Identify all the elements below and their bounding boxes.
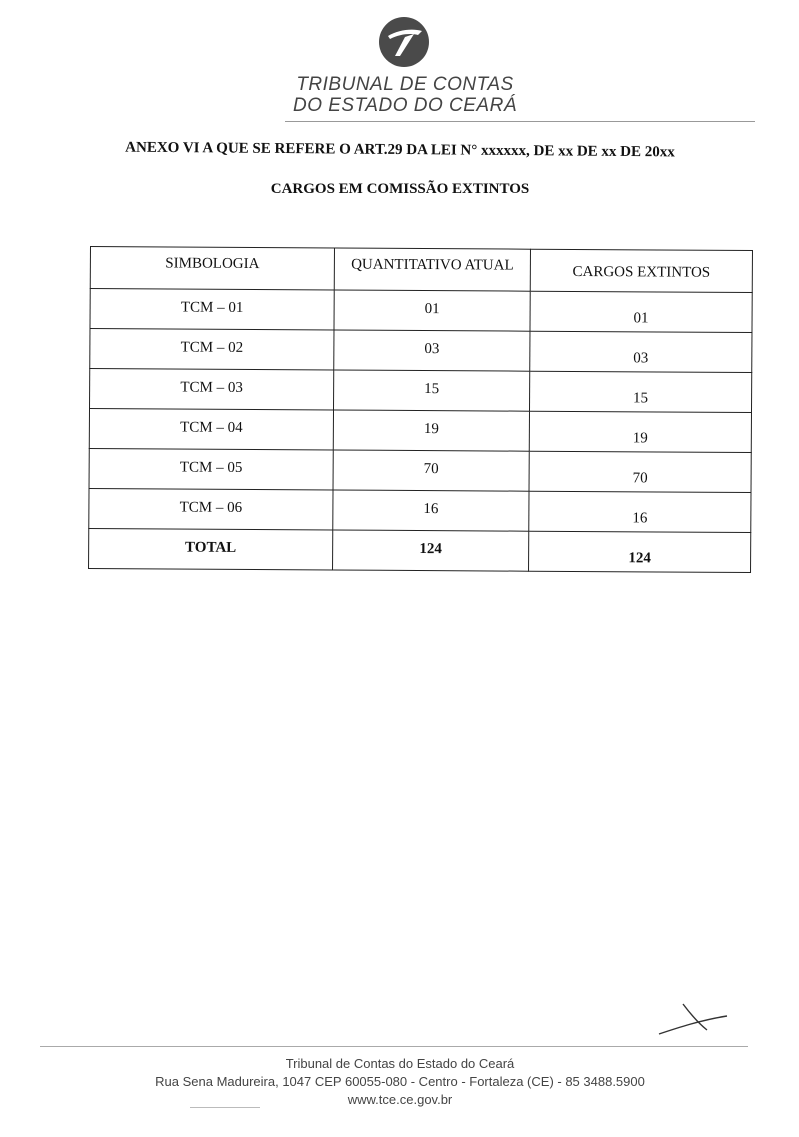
document-title: ANEXO VI A QUE SE REFERE O ART.29 DA LEI N° xxxxxx, DE xx DE xx DE 20xx — [125, 139, 675, 161]
table-row — [89, 409, 751, 453]
footer-small-divider — [190, 1107, 260, 1108]
cell-quantitativo: 16 — [333, 490, 529, 531]
cell-extintos: 70 — [529, 451, 751, 492]
column-header-quantitativo-atual: QUANTITATIVO ATUAL — [334, 248, 530, 291]
table-row — [89, 448, 751, 492]
cell-simbologia: TCM – 05 — [89, 448, 333, 489]
cell-quantitativo: 01 — [334, 290, 530, 331]
cell-simbologia: TCM – 06 — [89, 488, 333, 529]
footer-website: www.tce.ce.gov.br — [347, 1092, 453, 1107]
footer-divider — [40, 1046, 748, 1047]
cell-simbologia: TCM – 01 — [90, 289, 334, 330]
cell-simbologia: TCM – 04 — [89, 409, 333, 450]
total-label: TOTAL — [89, 528, 333, 569]
column-header-cargos-extintos: CARGOS EXTINTOS — [530, 249, 752, 292]
cell-quantitativo: 03 — [334, 330, 530, 371]
table-row — [89, 488, 751, 532]
table-row — [90, 289, 752, 333]
document-subtitle: CARGOS EM COMISSÃO EXTINTOS — [270, 181, 530, 197]
cell-extintos: 03 — [530, 331, 752, 372]
footer-address: Rua Sena Madureira, 1047 CEP 60055-080 - Centro - Fortaleza (CE) - 85 3488.5900 — [155, 1074, 645, 1089]
org-name-line2: DO ESTADO DO CEARÁ — [292, 95, 517, 116]
positions-table — [88, 246, 753, 573]
table-row — [90, 329, 752, 373]
cell-quantitativo: 15 — [334, 370, 530, 411]
tce-logo-icon — [378, 16, 430, 68]
cell-extintos: 15 — [529, 371, 751, 412]
total-extintos: 124 — [529, 531, 751, 572]
total-quantitativo: 124 — [333, 530, 529, 571]
cell-simbologia: TCM – 03 — [90, 369, 334, 410]
column-header-simbologia: SIMBOLOGIA — [90, 247, 334, 290]
org-name-line1: TRIBUNAL DE CONTAS — [296, 74, 514, 95]
footer-org-name: Tribunal de Contas do Estado do Ceará — [285, 1056, 515, 1071]
table-header-row — [90, 247, 752, 293]
signature-mark-icon — [655, 1000, 730, 1040]
cell-simbologia: TCM – 02 — [90, 329, 334, 370]
cell-extintos: 01 — [530, 291, 752, 332]
cell-extintos: 16 — [529, 491, 751, 532]
header-divider — [285, 121, 755, 122]
cell-quantitativo: 70 — [333, 450, 529, 491]
table-row — [90, 369, 752, 413]
cell-quantitativo: 19 — [333, 410, 529, 451]
table-total-row — [89, 528, 751, 572]
cell-extintos: 19 — [529, 411, 751, 452]
